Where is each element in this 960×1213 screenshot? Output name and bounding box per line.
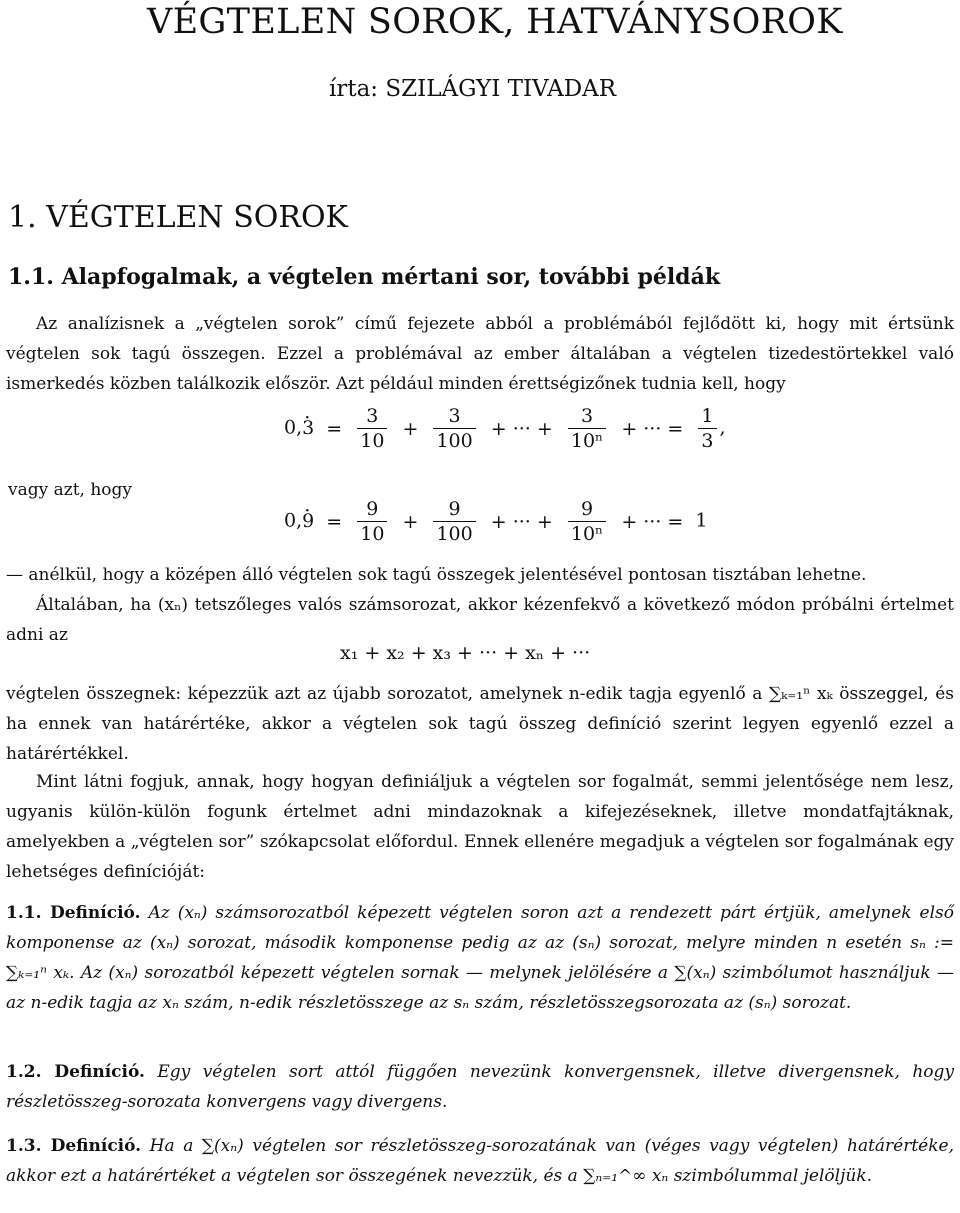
eq2-lhs-int: 0,	[284, 509, 303, 532]
definition-1-3-text: Ha a ∑(xₙ) végtelen sor részletösszeg-sorozatának van (véges vagy végtelen) határértéke, akkor ezt a határértéket a végtelen sor összegének nevezzük, és a ∑ₙ₌₁^∞ xₙ szimbólummal jelöljük.	[6, 1136, 955, 1186]
definition-1-3-label: 1.3. Definíció.	[6, 1136, 142, 1156]
equation-series-sum: x₁ + x₂ + x₃ + ··· + xₙ + ···	[340, 642, 591, 664]
eq1-result-fraction: $\frac{1}{3}$	[698, 404, 716, 453]
eq1-fraction-1: $\frac{3}{10}$	[357, 404, 387, 453]
equation-repeating-three: 0,· 3 = $\frac{3}{10}$ + $\frac{3}{100}$ + ··· + $\frac{3}{\text{10ⁿ}}$ + ··· = $\frac{1}{3}$ ,	[284, 404, 726, 453]
definition-1-1-label: 1.1. Definíció.	[6, 903, 141, 923]
definition-1-1-text: Az (xₙ) számsorozatból képezett végtelen soron azt a rendezett párt értjük, amelynek első komponense az (xₙ) sorozat, második komponense pedig az az (sₙ) sorozat, melyre minden n esetén sₙ := ∑ₖ₌₁ⁿ xₖ. Az (xₙ) sorozatból képezett végtelen sornak — melynek jelölésére a ∑(xₙ) szimbólumot használjuk — az n-edik tagja az xₙ szám, n-edik részletösszege az sₙ szám, részletösszegsorozata az (sₙ) sorozat.	[6, 903, 954, 1013]
definition-1-3	[6, 1131, 954, 1191]
paragraph-without-knowing: — anélkül, hogy a középen álló végtelen sok tagú összegek jelentésével pontosan tisztában lehetne.	[6, 565, 867, 585]
eq2-lhs-digit: · 9	[302, 510, 314, 532]
eq2-fraction-3: $\frac{9}{\text{10ⁿ}}$	[568, 497, 606, 546]
eq1-fraction-2: $\frac{3}{100}$	[433, 404, 475, 453]
eq1-lhs-int: 0,	[284, 416, 303, 439]
eq2-fraction-1: $\frac{9}{10}$	[357, 497, 387, 546]
subsection-heading: 1.1. Alapfogalmak, a végtelen mértani sor, további példák	[8, 264, 721, 290]
definition-1-2-text: Egy végtelen sort attól függően nevezünk konvergensnek, illetve divergensnek, hogy részletösszeg-sorozata konvergens vagy divergens.	[6, 1062, 955, 1112]
eq1-lhs-digit: · 3	[302, 417, 314, 439]
definition-1-2	[6, 1057, 954, 1117]
definition-1-2-label: 1.2. Definíció.	[6, 1062, 145, 1082]
paragraph-in-general: Általában, ha (xₙ) tetszőleges valós számsorozat, akkor kézenfekvő a következő módon próbálni értelmet adni az	[6, 595, 954, 645]
equation-repeating-nine: 0,· 9 = $\frac{9}{10}$ + $\frac{9}{100}$ + ··· + $\frac{9}{\text{10ⁿ}}$ + ··· = 1	[284, 497, 708, 546]
vagy-label: vagy azt, hogy	[8, 480, 133, 500]
eq1-fraction-3: $\frac{3}{\text{10ⁿ}}$	[568, 404, 606, 453]
definition-1-1	[6, 898, 954, 1018]
paragraph-infinite-sum: végtelen összegnek: képezzük azt az újabb sorozatot, amelynek n-edik tagja egyenlő a ∑ₖ₌₁ⁿ xₖ összeggel, és ha ennek van határértéke, akkor a végtelen sok tagú összeg definíció szerint legyen egyenlő ezzel a határértékkel.	[6, 684, 954, 764]
intro-paragraph: Az analízisnek a „végtelen sorok” című fejezete abból a problémából fejlődött ki, hogy mit értsünk végtelen sok tagú összegen. Ezzel a problémával az ember általában a végtelen tizedestörtekkel való ismerkedés közben találkozik először. Azt például minden érettségizőnek tudnia kell, hogy	[6, 314, 954, 394]
paragraph-definition-intro: Mint látni fogjuk, annak, hogy hogyan definiáljuk a végtelen sor fogalmát, semmi jelentősége nem lesz, ugyanis külön-külön fogunk értelmet adni mindazoknak a kifejezéseknek, illetve mondatfajtáknak, amelyekben a „végtelen sor” szókapcsolat előfordul. Ennek ellenére megadjuk a végtelen sor fogalmának egy lehetséges definícióját:	[6, 772, 954, 882]
author-line: írta: SZILÁGYI TIVADAR	[329, 76, 617, 102]
section-heading: 1. VÉGTELEN SOROK	[8, 200, 348, 235]
eq2-fraction-2: $\frac{9}{100}$	[433, 497, 475, 546]
document-title: VÉGTELEN SOROK, HATVÁNYSOROK	[147, 2, 843, 42]
eq2-result: 1	[695, 509, 708, 532]
